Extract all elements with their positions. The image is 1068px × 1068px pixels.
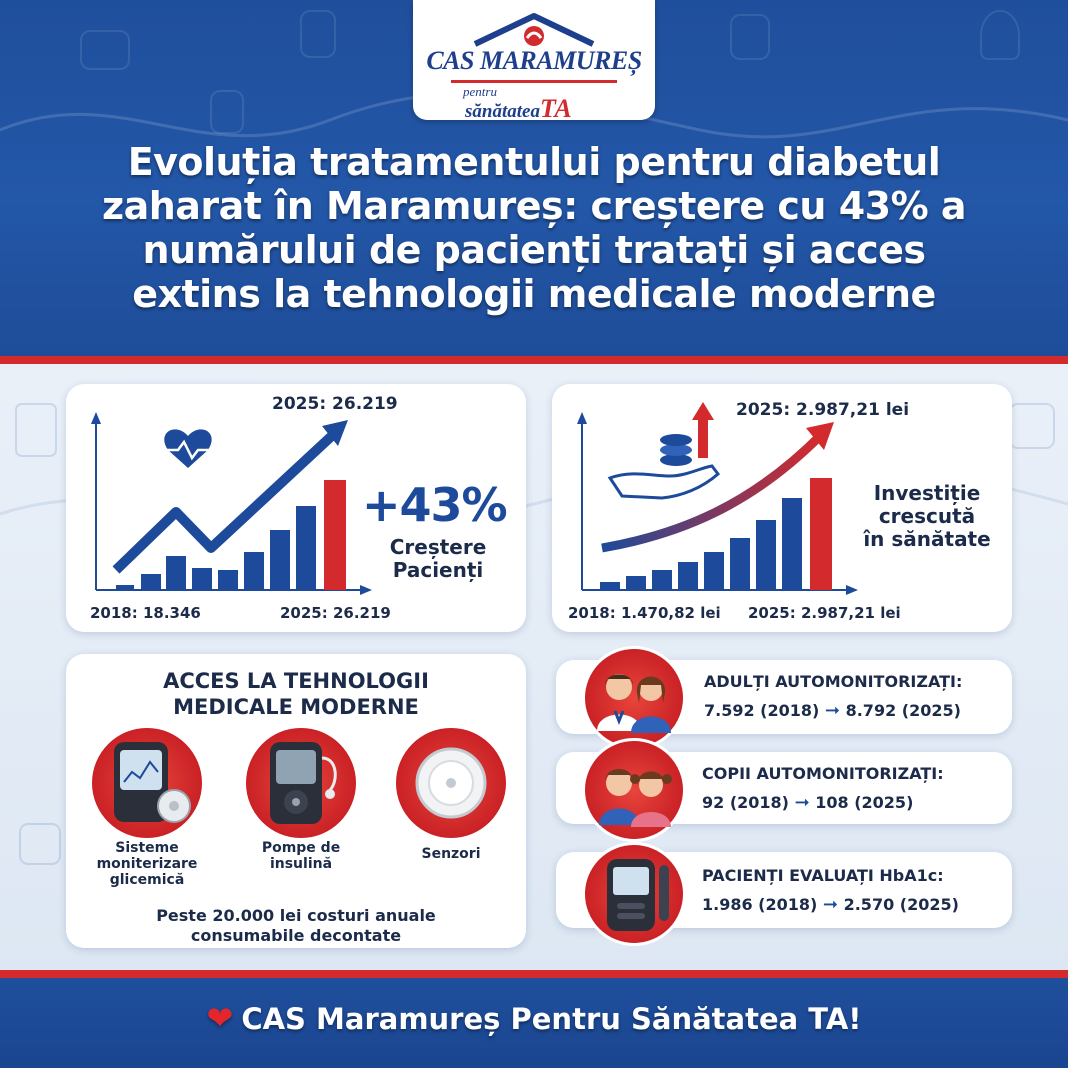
tech-item-line: moniterizare <box>96 856 198 872</box>
clipboard-icon <box>300 10 336 58</box>
roof-logo-icon <box>471 10 597 50</box>
technology-footer-line: Peste 20.000 lei costuri anuale <box>156 906 436 925</box>
adults-icon <box>582 646 686 750</box>
stat-to: 8.792 (2025) <box>845 701 961 720</box>
arrow-right-icon: ➞ <box>794 792 810 813</box>
stat-to: 108 (2025) <box>815 793 914 812</box>
stat-values <box>702 792 913 813</box>
tech-item-label <box>388 846 514 862</box>
children-icon <box>582 738 686 842</box>
arrow-right-icon: ➞ <box>822 894 839 915</box>
chart-start-label: 2018: 1.470,82 lei <box>568 604 721 622</box>
investment-label-line: crescută <box>878 504 976 528</box>
tech-item-line: Pompe de <box>261 840 341 856</box>
investment-label-line: Investiție <box>873 481 981 505</box>
growth-percent: +43% <box>362 478 507 532</box>
logo <box>413 0 655 123</box>
technology-title-line: MEDICALE MODERNE <box>173 695 419 719</box>
title-line: numărului de pacienți tratați și acces <box>142 228 926 272</box>
investment-label-line: în sănătate <box>863 527 991 551</box>
technology-footer-line: consumabile decontate <box>190 926 402 945</box>
growth-label-line: Pacienți <box>392 558 484 582</box>
stat-title: PACIENȚI EVALUAȚI HbA1c: <box>702 866 944 885</box>
title-line: Evoluția tratamentului pentru diabetul <box>127 140 941 184</box>
growth-label <box>368 536 508 582</box>
document-icon <box>730 14 770 60</box>
insulin-pump-icon <box>246 728 356 838</box>
stat-values <box>704 700 961 721</box>
stat-from: 7.592 (2018) <box>704 701 820 720</box>
tech-item-label <box>84 840 210 888</box>
technology-title <box>66 668 526 720</box>
logo-name: CAS MARAMUREȘ <box>426 46 642 75</box>
title-line: extins la tehnologii medicale moderne <box>132 272 936 316</box>
chart-top-label: 2025: 26.219 <box>272 394 398 414</box>
chart-top-label: 2025: 2.987,21 lei <box>736 400 910 420</box>
glucometer-icon <box>582 842 686 946</box>
divider <box>0 356 1068 364</box>
chart-end-label: 2025: 26.219 <box>280 604 391 622</box>
investment-label <box>852 482 1002 551</box>
technology-footer <box>66 906 526 946</box>
arrow-right-icon: ➞ <box>824 700 841 721</box>
chart-end-label: 2025: 2.987,21 lei <box>748 604 901 622</box>
footer-band <box>0 978 1068 1068</box>
tech-item-label <box>238 840 364 872</box>
doctor-icon <box>980 10 1020 60</box>
technology-card <box>66 654 526 948</box>
sensor-icon <box>396 728 506 838</box>
title-line: zaharat în Maramureș: creștere cu 43% a <box>101 184 967 228</box>
tech-item-line: glicemică <box>109 872 185 888</box>
logo-underline <box>451 80 617 83</box>
patients-chart-card <box>66 384 526 632</box>
tech-item-line: Senzori <box>421 846 481 862</box>
stat-from: 92 (2018) <box>702 793 789 812</box>
logo-slogan: sănătateaTA <box>465 94 572 123</box>
tech-item-line: insulină <box>269 856 333 872</box>
growth-label-line: Creștere <box>389 535 487 559</box>
glucose-monitor-icon <box>92 728 202 838</box>
tech-item-line: Sisteme <box>115 840 179 856</box>
stat-from: 1.986 (2018) <box>702 895 818 914</box>
stat-title: ADULȚI AUTOMONITORIZAȚI: <box>704 672 963 691</box>
footer-text: CAS Maramureș Pentru Sănătatea TA! <box>241 1002 862 1036</box>
stat-to: 2.570 (2025) <box>843 895 959 914</box>
investment-chart-card <box>552 384 1012 632</box>
heart-icon: ❤ <box>206 999 234 1037</box>
footer-slogan <box>0 968 1068 1068</box>
chart-start-label: 2018: 18.346 <box>90 604 201 622</box>
stat-values <box>702 894 959 915</box>
page-title <box>40 140 1028 316</box>
technology-title-line: ACCES LA TEHNOLOGII <box>163 669 429 693</box>
logo-small: pentru <box>463 84 497 99</box>
stat-title: COPII AUTOMONITORIZAȚI: <box>702 764 944 783</box>
